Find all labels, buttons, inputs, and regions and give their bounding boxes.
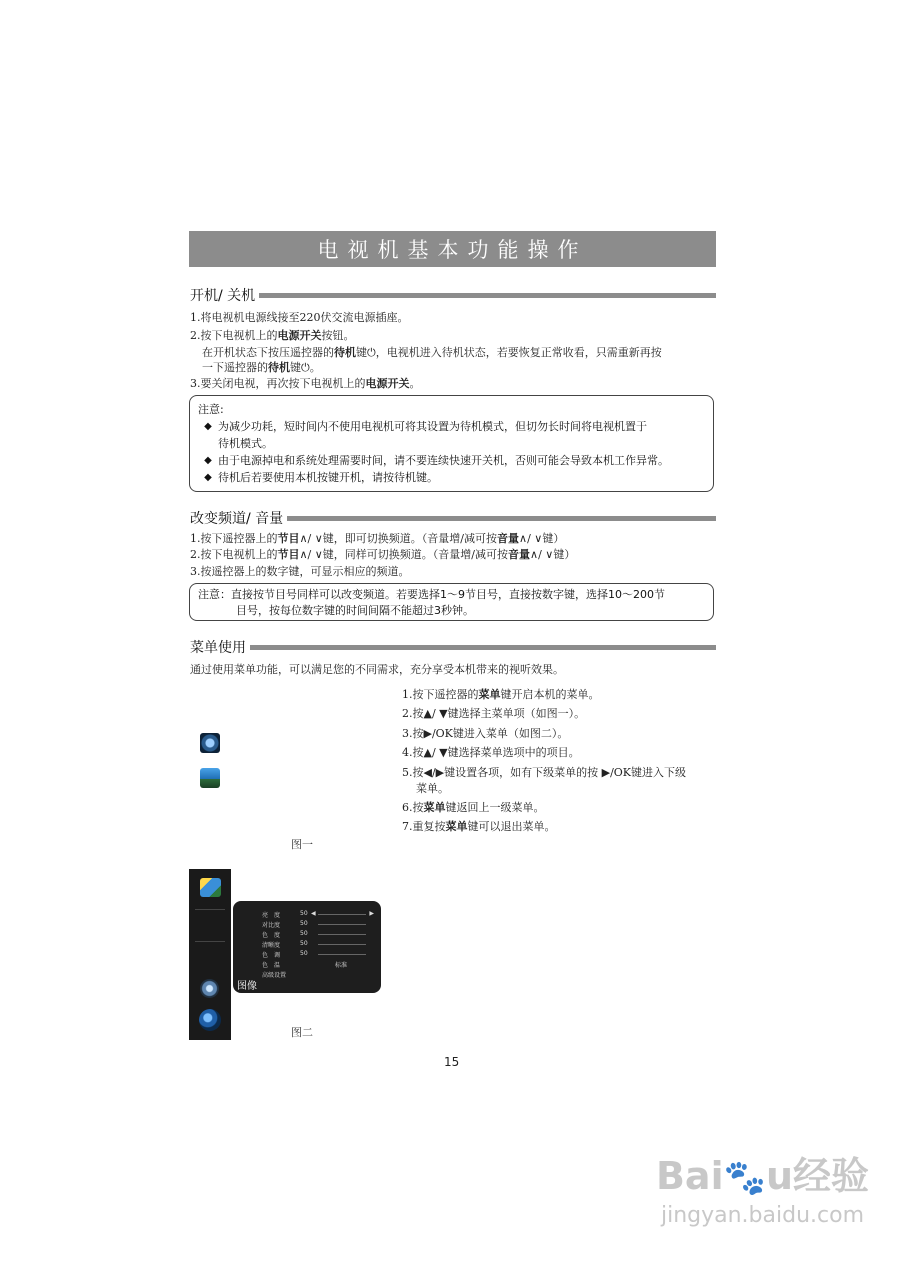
section-heading-menu	[190, 636, 716, 658]
osd-row-value: 50	[300, 940, 308, 947]
menu-step-1: 1.按下遥控器的菜单键开启本机的菜单。	[402, 688, 600, 701]
power-step-2-detail: 在开机状态下按压遥控器的待机键⏻，电视机进入待机状态，若要恢复正常收看，只需重新再按	[202, 346, 662, 359]
note-line: 目号，按每位数字键的时间间隔不能超过3秒钟。	[236, 604, 474, 617]
osd-row-color-temp[interactable]	[262, 960, 374, 969]
osd-row-tint[interactable]	[262, 950, 374, 959]
settings-gear-icon	[200, 979, 219, 998]
note-bullet: ◆ 待机后若要使用本机按键开机，请按待机键。	[198, 469, 705, 486]
osd-slider-track	[318, 924, 366, 925]
menu-step-5-cont: 菜单。	[416, 782, 449, 795]
osd-row-value: 50	[300, 920, 308, 927]
figure-1-caption: 图一	[291, 838, 313, 851]
diamond-bullet-icon: ◆	[204, 421, 212, 432]
watermark-logo: Bai🐾u经验 jingyan.baidu.com	[655, 1154, 870, 1228]
osd-row-contrast[interactable]	[262, 920, 374, 929]
menu-intro: 通过使用菜单功能，可以满足您的不同需求，充分享受本机带来的视听效果。	[190, 663, 564, 676]
power-step-2-detail-cont: 一下遥控器的待机键⏻。	[202, 361, 321, 374]
osd-row-advanced[interactable]	[262, 970, 374, 979]
osd-picture-submenu	[233, 901, 381, 993]
osd-slider-track[interactable]	[318, 914, 366, 915]
arrow-right-icon[interactable]: ▶	[369, 910, 374, 917]
osd-row-label: 亮 度	[262, 912, 281, 919]
section-heading-power	[190, 284, 716, 306]
channel-step-1: 1.按下遥控器上的节目∧/ ∨键，即可切换频道。（音量增/减可按音量∧/ ∨键）	[190, 532, 565, 545]
picture-icon	[200, 768, 220, 788]
section-rule	[250, 645, 716, 650]
osd-row-label: 色 调	[262, 952, 281, 959]
note-bullet: ◆ 由于电源掉电和系统处理需要时间，请不要连续快速开关机，否则可能会导致本机工作异常。	[198, 452, 705, 469]
osd-row-value: 50	[300, 950, 308, 957]
osd-row-label: 色 度	[262, 932, 281, 939]
menu-step-6: 6.按菜单键返回上一级菜单。	[402, 801, 545, 814]
osd-row-sharpness[interactable]	[262, 940, 374, 949]
menu-divider	[195, 941, 225, 942]
section-heading-channel	[190, 507, 716, 529]
note-line: 注意：直接按节目号同样可以改变频道。若要选择1～9节目号，直接按数字键，选择10～200节	[198, 588, 665, 601]
osd-main-menu-strip	[189, 869, 231, 1040]
menu-step-5: 5.按◀/▶键设置各项，如有下级菜单的按 ▶/OK键进入下级	[402, 766, 687, 779]
page-number: 15	[444, 1055, 460, 1069]
osd-menu-title: 图像	[237, 981, 257, 992]
osd-row-label: 色 温	[262, 962, 281, 969]
section-heading-label: 菜单使用	[190, 640, 246, 656]
osd-row-value: 50	[300, 910, 308, 917]
globe-icon	[199, 1009, 221, 1031]
osd-slider-track	[318, 954, 366, 955]
note-bullet: ◆ 为减少功耗，短时间内不使用电视机可将其设置为待机模式，但切勿长时间将电视机置于 待机模式。	[198, 418, 705, 452]
note-box-channel	[189, 583, 714, 621]
page-title: 电视机基本功能操作	[189, 231, 716, 267]
menu-divider	[195, 909, 225, 910]
channel-step-3: 3.按遥控器上的数字键，可显示相应的频道。	[190, 565, 410, 578]
note-label: 注意:	[198, 403, 224, 416]
menu-step-3: 3.按▶/OK键进入菜单（如图二）。	[402, 727, 569, 740]
power-step-2: 2.按下电视机上的电源开关按钮。	[190, 329, 355, 342]
osd-slider-track	[318, 944, 366, 945]
menu-step-7: 7.重复按菜单键可以退出菜单。	[402, 820, 556, 833]
note-box-power	[189, 395, 714, 492]
figure-2-caption: 图二	[291, 1026, 313, 1039]
menu-step-2: 2.按▲/ ▼键选择主菜单项（如图一）。	[402, 707, 586, 720]
osd-row-value: 50	[300, 930, 308, 937]
power-step-1: 1.将电视机电源线接至220伏交流电源插座。	[190, 311, 409, 324]
section-rule	[259, 293, 716, 298]
section-heading-label: 开机/ 关机	[190, 288, 256, 304]
osd-row-label: 清晰度	[262, 942, 281, 949]
setup-gear-icon	[200, 733, 220, 753]
menu-step-4: 4.按▲/ ▼键选择菜单选项中的项目。	[402, 746, 580, 759]
osd-row-brightness[interactable]	[262, 910, 374, 919]
power-step-3: 3.要关闭电视，再次按下电视机上的电源开关。	[190, 377, 421, 390]
osd-row-label: 对比度	[262, 922, 281, 929]
channel-step-2: 2.按下电视机上的节目∧/ ∨键，同样可切换频道。（音量增/减可按音量∧/ ∨键）	[190, 548, 576, 561]
osd-row-label: 高级设置	[262, 972, 287, 979]
diamond-bullet-icon: ◆	[204, 455, 212, 466]
osd-slider-track	[318, 934, 366, 935]
arrow-left-icon[interactable]: ◀	[311, 910, 316, 917]
section-rule	[287, 516, 716, 521]
osd-row-value: 标准	[335, 962, 348, 969]
picture-menu-icon	[200, 878, 221, 897]
osd-row-color[interactable]	[262, 930, 374, 939]
section-heading-label: 改变频道/ 音量	[190, 511, 284, 527]
diamond-bullet-icon: ◆	[204, 472, 212, 483]
